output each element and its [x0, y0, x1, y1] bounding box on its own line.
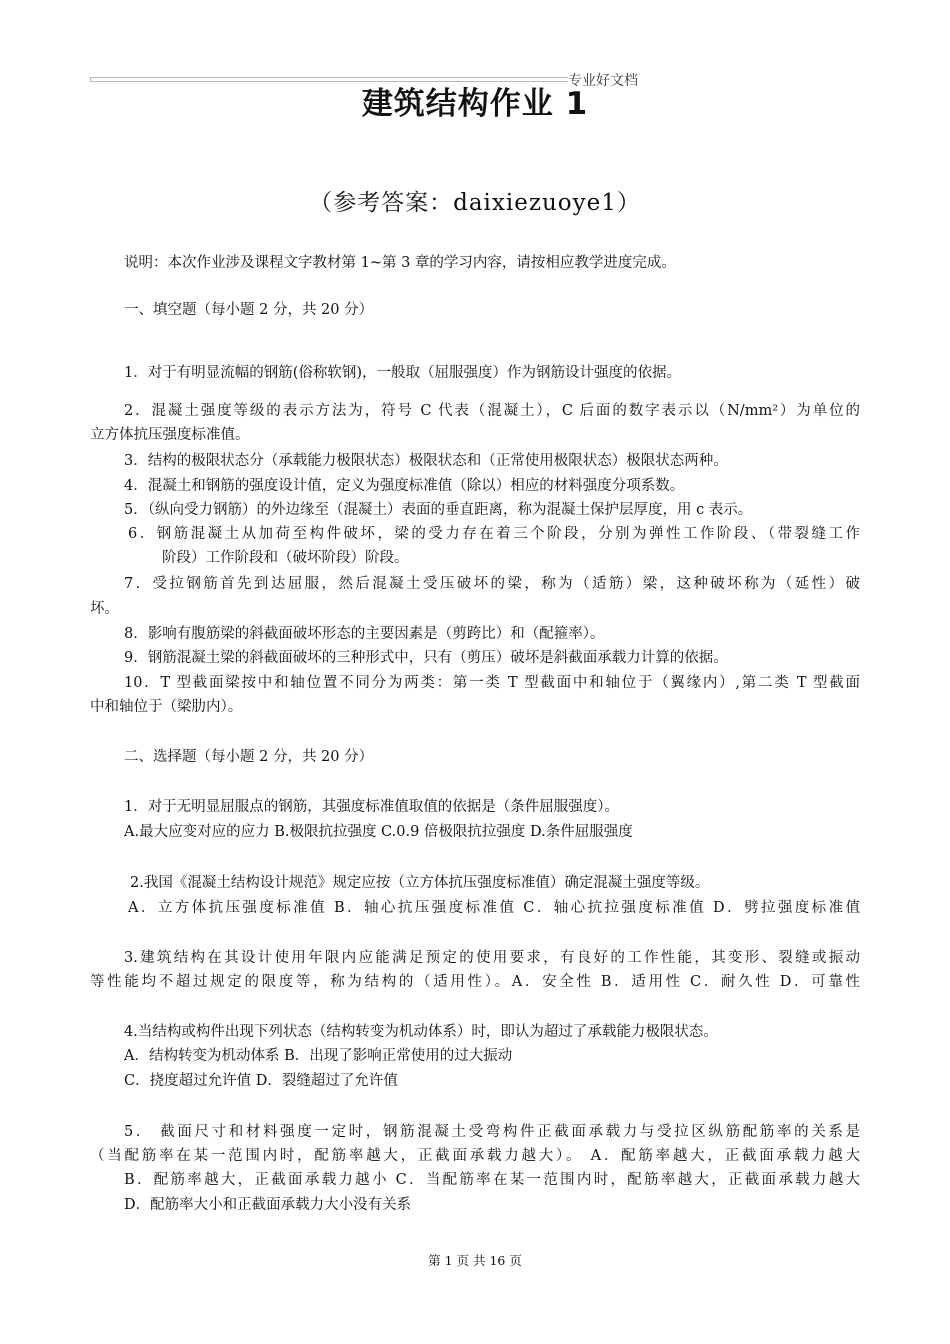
choice-q3-line1: 3.建筑结构在其设计使用年限内应能满足预定的使用要求，有良好的工作性能，其变形、裂缝或振动 — [124, 950, 860, 966]
choice-q5-line3: B．配筋率越大，正截面承载力越小 C．当配筋率在某一范围内时，配筋率越大，正截面承载力越大 — [124, 1172, 860, 1188]
section1-heading: 一、填空题（每小题 2 分，共 20 分） — [124, 302, 374, 318]
fill-item-1: 1．对于有明显流幅的钢筋(俗称软钢)，一般取（屈服强度）作为钢筋设计强度的依据。 — [124, 365, 682, 381]
choice-q2-options: A．立方体抗压强度标准值 B．轴心抗压强度标准值 C．轴心抗拉强度标准值 D．劈拉强度标准值 — [128, 900, 860, 916]
fill-item-3: 3．结构的极限状态分（承载能力极限状态）极限状态和（正常使用极限状态）极限状态两种。 — [124, 453, 728, 469]
fill-item-10-line2: 中和轴位于（梁肋内）。 — [90, 699, 243, 715]
choice-q1-options: A.最大应变对应的应力 B.极限抗拉强度 C.0.9 倍极限抗拉强度 D.条件屈服强度 — [124, 824, 633, 840]
section2-heading: 二、选择题（每小题 2 分，共 20 分） — [124, 749, 374, 765]
fill-item-7-line1: 7．受拉钢筋首先到达屈服，然后混凝土受压破坏的梁，称为（适筋）梁，这种破坏称为（延性）破 — [124, 576, 860, 592]
fill-item-6-line2: 阶段）工作阶段和（破坏阶段）阶段。 — [162, 550, 409, 566]
choice-q3-line2: 等性能均不超过规定的限度等，称为结构的（适用性）。A．安全性 B．适用性 C．耐久性 D．可靠性 — [90, 974, 860, 990]
instructions-note: 说明：本次作业涉及课程文字教材第 1~第 3 章的学习内容，请按相应教学进度完成。 — [124, 255, 676, 271]
choice-q1-stem: 1．对于无明显屈服点的钢筋，其强度标准值取值的依据是（条件屈服强度）。 — [124, 799, 619, 815]
fill-item-4: 4．混凝土和钢筋的强度设计值，定义为强度标准值（除以）相应的材料强度分项系数。 — [124, 478, 685, 494]
fill-item-8: 8．影响有腹筋梁的斜截面破坏形态的主要因素是（剪跨比）和（配箍率）。 — [124, 626, 605, 642]
choice-q4-options-cd: C．挠度超过允许值 D．裂缝超过了允许值 — [124, 1073, 398, 1089]
choice-q4-options-ab: A．结构转变为机动体系 B．出现了影响正常使用的过大振动 — [124, 1048, 513, 1064]
fill-item-7-line2: 坏。 — [90, 601, 119, 617]
choice-q2-stem: 2.我国《混凝土结构设计规范》规定应按（立方体抗压强度标准值）确定混凝土强度等级。 — [130, 875, 710, 891]
document-subtitle: （参考答案：daixiezuoye1） — [309, 190, 641, 216]
choice-q5-line4: D．配筋率大小和正截面承载力大小没有关系 — [124, 1197, 412, 1213]
header-label: 专业好文档 — [568, 73, 638, 89]
fill-item-2-line2: 立方体抗压强度标准值。 — [90, 427, 250, 443]
page-footer: 第 1 页 共 16 页 — [428, 1253, 522, 1268]
choice-q4-stem: 4.当结构或构件出现下列状态（结构转变为机动体系）时，即认为超过了承载能力极限状态。 — [124, 1024, 718, 1040]
fill-item-6-line1: 6．钢筋混凝土从加荷至构件破坏，梁的受力存在着三个阶段，分别为弹性工作阶段、（带裂缝工作 — [128, 526, 860, 542]
choice-q5-line2: （当配筋率在某一范围内时，配筋率越大，正截面承载力越大）。 A．配筋率越大，正截面承载力越大 — [90, 1148, 860, 1164]
document-title: 建筑结构作业 1 — [361, 86, 589, 122]
fill-item-5: 5．（纵向受力钢筋）的外边缘至（混凝土）表面的垂直距离，称为混凝土保护层厚度，用 c 表示。 — [124, 502, 753, 518]
fill-item-10-line1: 10．T 型截面梁按中和轴位置不同分为两类：第一类 T 型截面中和轴位于（翼缘内）,第二类 T 型截面 — [124, 675, 860, 691]
fill-item-2-line1: 2．混凝土强度等级的表示方法为，符号 C 代表（混凝土），C 后面的数字表示以（N/mm²）为单位的 — [124, 403, 860, 419]
fill-item-9: 9．钢筋混凝土梁的斜截面破坏的三种形式中，只有（剪压）破坏是斜截面承载力计算的依据。 — [124, 650, 728, 666]
choice-q5-line1: 5． 截面尺寸和材料强度一定时，钢筋混凝土受弯构件正截面承载力与受拉区纵筋配筋率的关系是 — [124, 1124, 860, 1140]
